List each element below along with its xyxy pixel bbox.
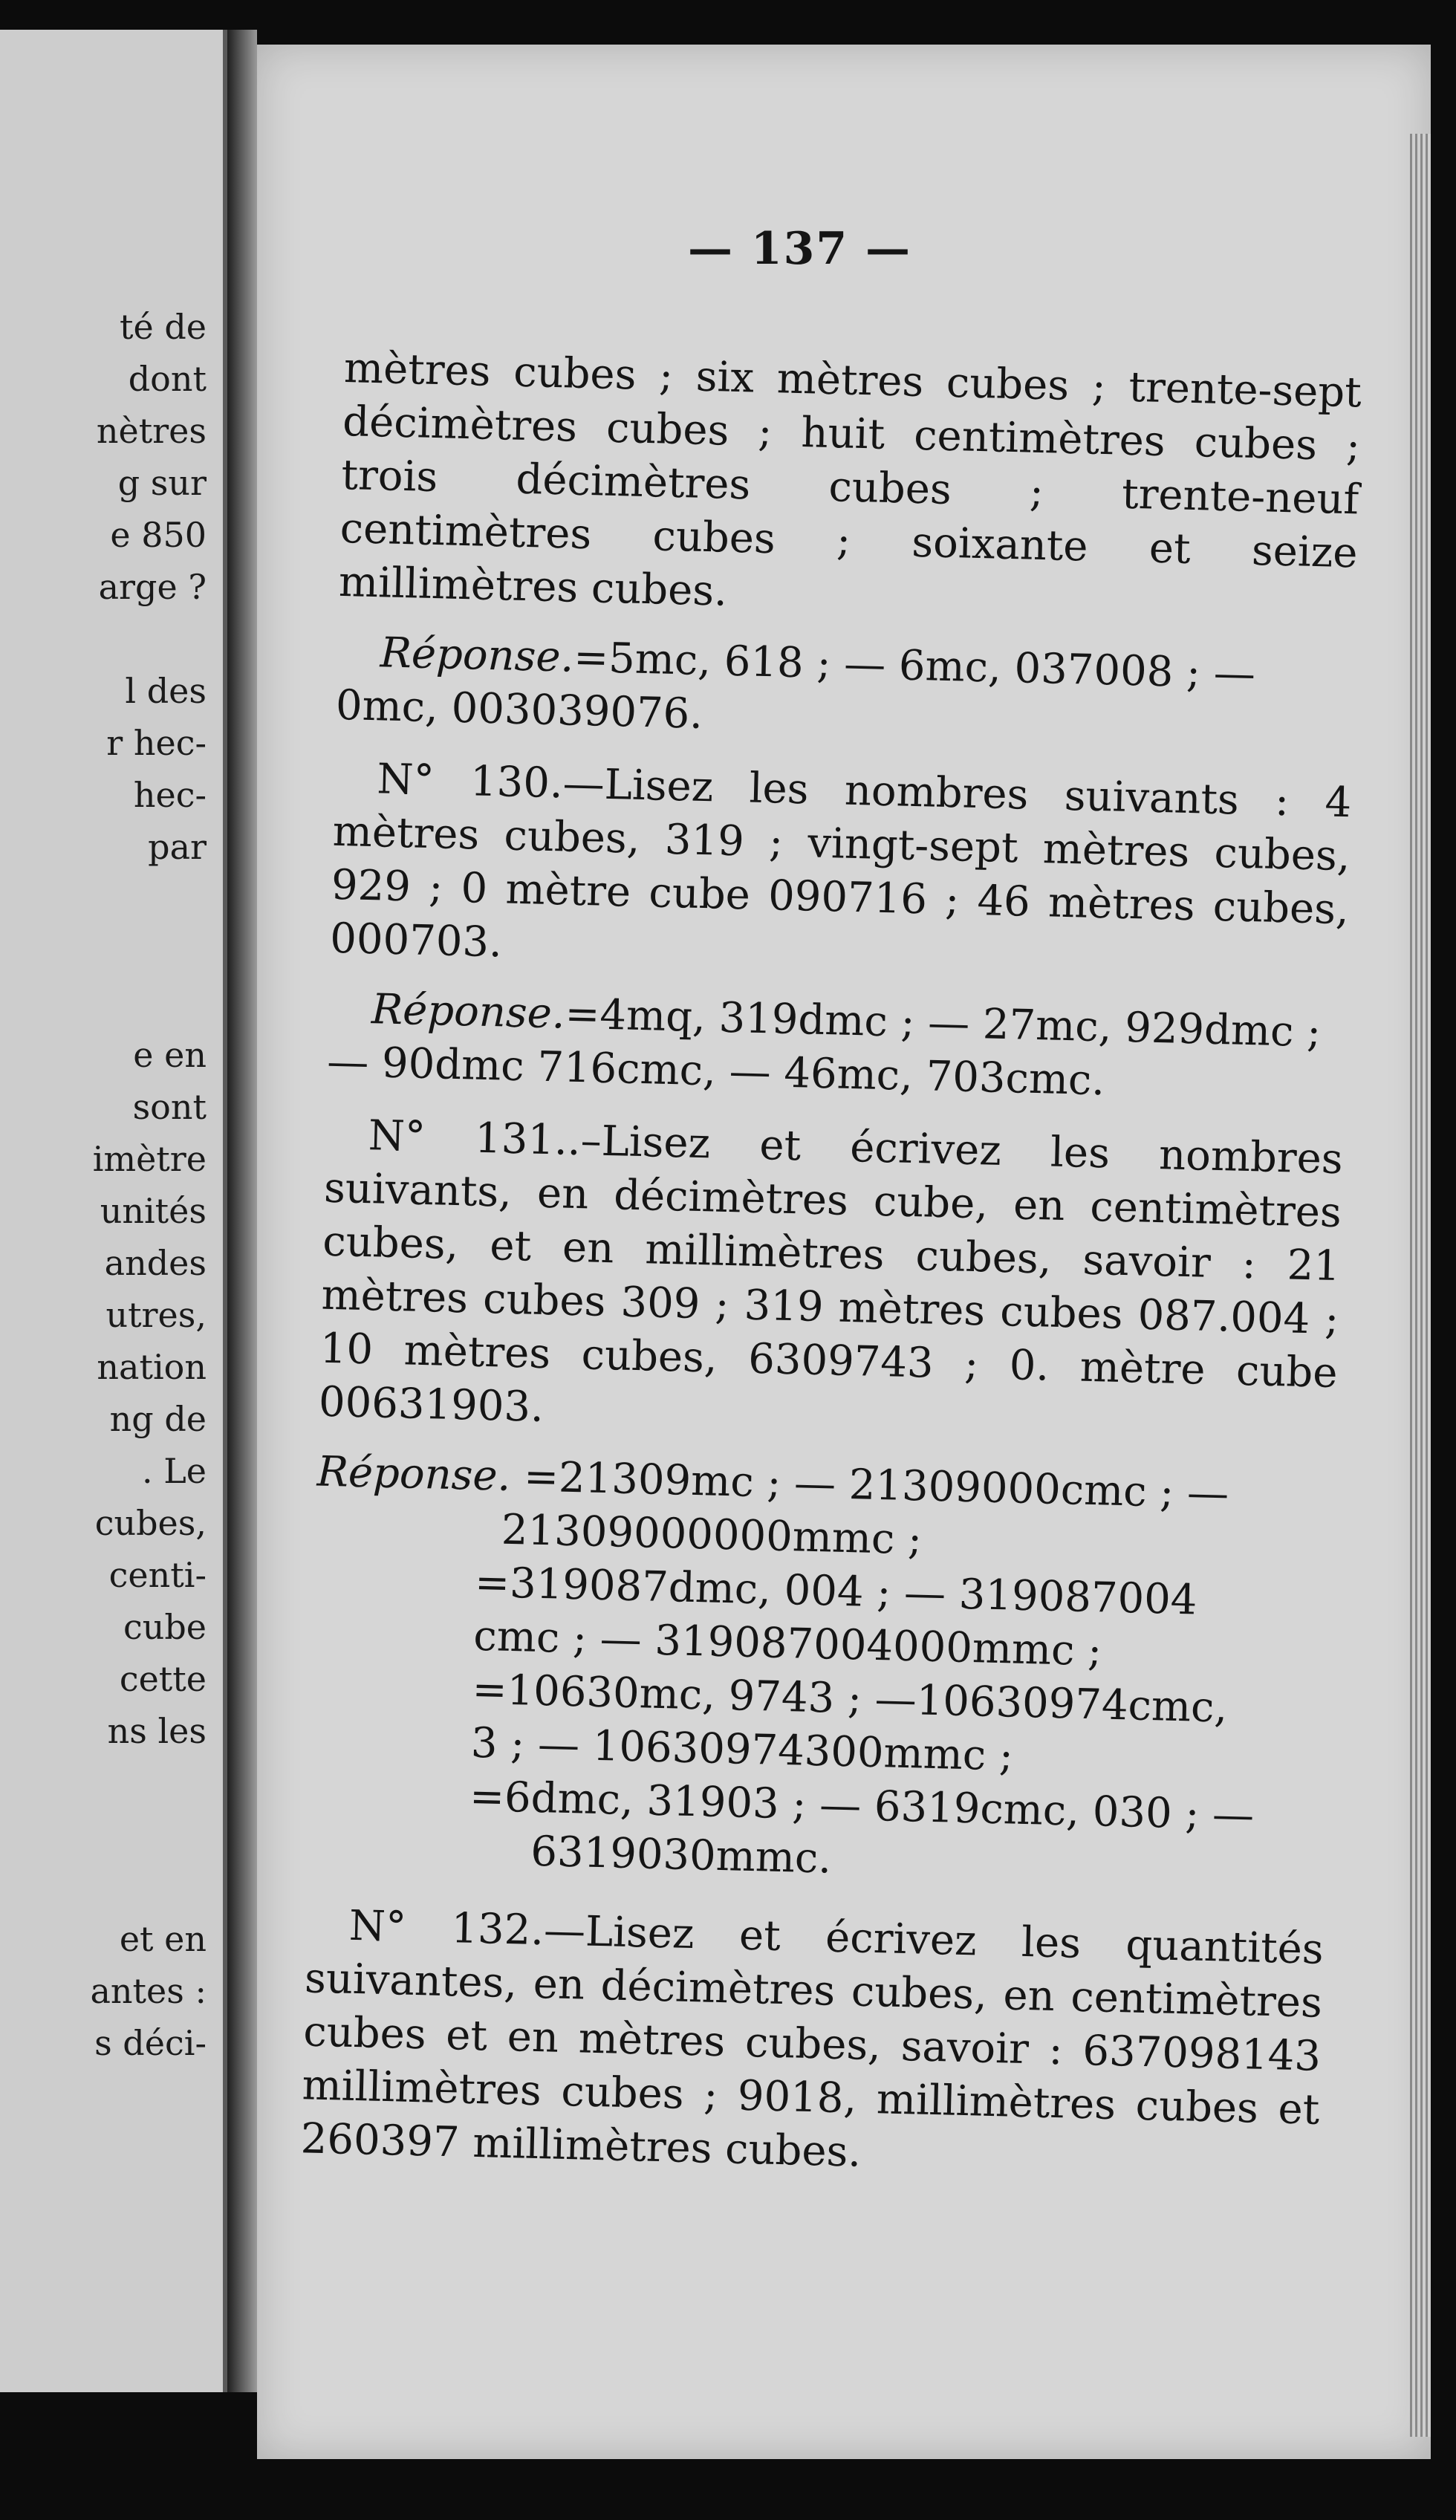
answer-line: =319087dmc, 004 ; — 319087004 <box>474 1558 1198 1625</box>
left-page-line: ns les <box>107 1711 207 1751</box>
answer-line: 6319030mmc. <box>530 1827 832 1883</box>
left-page-line: sont <box>132 1087 207 1127</box>
left-page-line: dont <box>128 359 207 399</box>
left-page-line: arge ? <box>98 567 207 607</box>
left-page-line: hec- <box>133 775 207 815</box>
right-page <box>257 45 1431 2459</box>
exercise-132: N° 132.—Lisez et écrivez les quantités suivantes, en décimètres cubes, en centimètres cubes et en mètres cubes, savoir : 637098143 millimètres cubes ; 9018, millimètres cubes et 260397 millimètres cubes. <box>300 1901 1325 2177</box>
paragraph-continuation: mètres cubes ; six mètres cubes ; trente-sept décimètres cubes ; huit centimètres cubes ; trois décimètres cubes ; trente-neuf centimètres cubes ; soixante et seize millimètres cubes. <box>338 343 1362 616</box>
answer-block <box>308 1446 1336 1898</box>
left-page-line: r hec- <box>106 723 207 763</box>
answer-line: 3 ; — 10630974300mmc ; <box>470 1718 1014 1781</box>
answer-line: Réponse. =21309mc ; — 21309000cmc ; — <box>316 1447 1229 1519</box>
left-page-line: e en <box>133 1035 207 1075</box>
left-page-line: imètre <box>92 1139 207 1179</box>
left-page-line: ng de <box>109 1399 207 1439</box>
exercise-130: N° 130.—Lisez les nombres suivants : 4 mètres cubes, 319 ; vingt-sept mètres cubes, 929 ; 0 mètre cube 090716 ; 46 mètres cubes, 000703. <box>329 755 1353 967</box>
answer-text: =5mc, 618 ; — 6mc, 037008 ; — 0mc, 003039076. <box>335 633 1256 738</box>
left-page-line: centi- <box>108 1555 207 1595</box>
left-page-line: utres, <box>105 1295 207 1335</box>
left-page-line: g sur <box>117 463 207 503</box>
left-page-line: cube <box>123 1607 207 1647</box>
left-page-line: unités <box>100 1191 207 1231</box>
answer-line: =10630mc, 9743 ; —10630974cmc, <box>471 1665 1228 1732</box>
left-page-line: nètres <box>96 411 207 451</box>
page-number: — 137 — <box>688 223 912 275</box>
page-text <box>299 342 1362 2207</box>
answer-label: Réponse. <box>379 629 575 682</box>
page-edge <box>1410 134 1431 2437</box>
left-page-line: cette <box>119 1659 207 1699</box>
answer-line: cmc ; — 319087004000mmc ; <box>472 1611 1102 1676</box>
left-page-line: . Le <box>141 1451 207 1491</box>
left-page-line: et en <box>119 1919 207 1959</box>
left-page-line: cubes, <box>94 1503 207 1543</box>
book-gutter <box>227 30 257 2392</box>
left-page-line: par <box>148 827 207 867</box>
answer-paragraph <box>326 982 1346 1114</box>
left-page-line: andes <box>104 1243 207 1283</box>
exercise-131: N° 131..–Lisez et écrivez les nombres suivants, en décimètres cube, en centimètres cubes, et en millimètres cubes, savoir : 21 mètres cubes 309 ; 319 mètres cubes 087.004 ; 10 mètres cubes, 6309743 ; 0. mètre cube 00631903. <box>318 1111 1344 1432</box>
answer-line: =6dmc, 31903 ; — 6319cmc, 030 ; — <box>469 1772 1255 1840</box>
answer-text: =4mq, 319dmc ; — 27mc, 929dmc ; — 90dmc 716cmc, — 46mc, 703cmc. <box>326 990 1322 1105</box>
left-page <box>0 30 227 2392</box>
answer-line: 21309000000mmc ; <box>501 1505 923 1565</box>
left-page-line: s déci- <box>94 2023 207 2063</box>
answer-paragraph <box>335 626 1355 757</box>
left-page-line: antes : <box>90 1971 207 2011</box>
left-page-line: e 850 <box>110 515 207 555</box>
answer-label: Réponse. <box>371 985 566 1039</box>
answer-label: Réponse. <box>316 1447 512 1501</box>
left-page-line: l des <box>125 671 207 711</box>
left-page-line: nation <box>97 1347 207 1387</box>
left-page-line: té de <box>120 307 207 347</box>
